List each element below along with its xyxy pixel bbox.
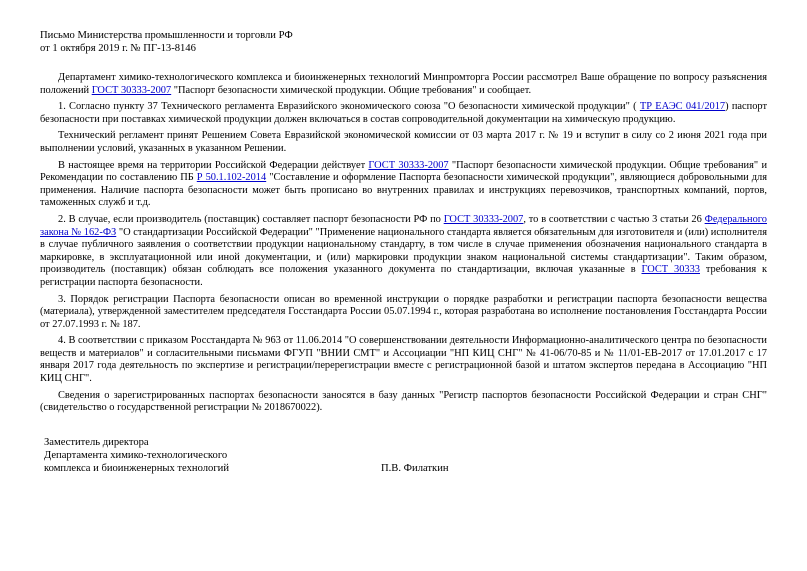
paragraph-3 (40, 294, 767, 332)
paragraph-1 (40, 101, 767, 126)
paragraph-text: "Паспорт безопасности химической продукции. Общие требования" и сообщает. (171, 84, 532, 96)
paragraph-text: ) паспорт безопасности при поставках химической продукции должен включаться в состав сопроводительной документации на химическую продукцию. (40, 101, 768, 125)
paragraph-text: Технический регламент принят Решением Совета Евразийской экономической комиссии от 03 марта 2017 г. № 19 и вступит в силу со 2 июня 2021 года при выполнении условий, указанных в указанном Решении. (40, 130, 767, 154)
signatory-name: П.В. Филаткин (381, 463, 449, 474)
paragraph-intro (40, 72, 767, 97)
document-header (40, 29, 780, 55)
paragraph-text: 1. Согласно пункту 37 Технического регламента Евразийского экономического союза "О безопасности химической продукции" ( (58, 101, 640, 113)
signature-position: Заместитель директора (44, 437, 149, 448)
paragraph-text: "Составление и оформление Паспорта безопасности химической продукции", являющиеся добровольными для применения. Наличие паспорта безопасности может быть прописано во внутренних правилах и инструкциях перевозчиков, транспортных компаний, портов, таможенных служб и т.д. (40, 172, 767, 209)
paragraph-text: требования к регистрации паспорта безопасности. (40, 264, 767, 288)
signature-department-cont (44, 462, 784, 475)
paragraph-text: Департамент химико-технологического комплекса и биоинженерных технологий Минпромторга России рассмотрел Ваше обращение по вопросу разъяснения положений (40, 72, 767, 96)
link-gost-30333-2007[interactable]: ГОСТ 30333-2007 (443, 213, 524, 225)
link-gost-30333[interactable]: ГОСТ 30333 (641, 264, 700, 276)
paragraph-text: "Паспорт безопасности химической продукции. Общие требования" и Рекомендации по составлению ПБ (40, 159, 767, 184)
link-r-50-1-102-2014[interactable]: Р 50.1.102-2014 (196, 172, 267, 184)
paragraph-text: "О стандартизации Российской Федерации" "Применение национального стандарта является обязательным для изготовителя и (или) исполнителя в случае публичного заявления о соответствии продукции национальному стандарту, в том числе в случае применения обозначения национального стандарта в маркировке, в эксплуатационной или иной документации, и (или) маркировки продукции знаком национальной системы стандартизации". Таким образом, производитель (поставщик) обязан соблюдать все положения указанного документа по стандартизации, включая указанные в (40, 226, 767, 276)
paragraph-text: В настоящее время на территории Российской Федерации действует (58, 159, 369, 171)
paragraph-registry (40, 390, 767, 415)
link-gost-30333-2007[interactable]: ГОСТ 30333-2007 (91, 84, 172, 96)
document-title: Письмо Министерства промышленности и торговли РФ (40, 30, 293, 41)
signature-department: Департамента химико-технологического (44, 450, 228, 461)
paragraph-current-standards (40, 160, 767, 210)
paragraph-text: 4. В соответствии с приказом Росстандарта № 963 от 11.06.2014 "О совершенствовании деятельности Информационно-аналитического центра по безопасности веществ и материалов" и согласительными письмами ФГУП "ВНИИ СМТ" и Ассоциации "НП КИЦ СНГ" № 41-06/70-85 и № 11/01-ЕВ-2017 от 17.01.2017 с 17 января 2017 года деятельность по экспертизе и регистрации/перерегистрации вместе с регистрационной базой и штатом экспертов передана в Ассоциацию "НП КИЦ СНГ". (40, 335, 767, 385)
link-gost-30333-2007[interactable]: ГОСТ 30333-2007 (368, 159, 449, 171)
link-tr-eaes-041-2017[interactable]: ТР ЕАЭС 041/2017 (639, 101, 726, 113)
paragraph-2 (40, 214, 767, 290)
paragraph-text: 2. В случае, если производитель (поставщик) составляет паспорт безопасности РФ по (58, 213, 444, 225)
paragraph-4 (40, 335, 767, 385)
signature-block (44, 436, 784, 475)
paragraph-tech-regulation (40, 130, 767, 155)
document-date: от 1 октября 2019 г. № ПГ-13-8146 (40, 43, 196, 54)
document-body (40, 72, 767, 419)
paragraph-text: , то в соответствии с частью 3 статьи 26 (523, 213, 705, 225)
paragraph-text: Сведения о зарегистрированных паспортах безопасности заносятся в базу данных "Регистр паспортов безопасности Российской Федерации и стран СНГ" (свидетельство о государственной регистрации № 2018670022). (40, 389, 767, 414)
signature-department-text: комплекса и биоинженерных технологий (44, 463, 230, 474)
link-federal-law-162-fz[interactable]: Федерального закона № 162-ФЗ (40, 213, 767, 238)
paragraph-text: 3. Порядок регистрации Паспорта безопасности описан во временной инструкции о порядке разработки и регистрации паспорта безопасности вещества (материала), утвержденной заместителем председателя Госстандарта России 05.07.1994 г., которая разработана во исполнение постановления Госстандарта России от 27.07.1993 г. № 187. (40, 293, 767, 330)
